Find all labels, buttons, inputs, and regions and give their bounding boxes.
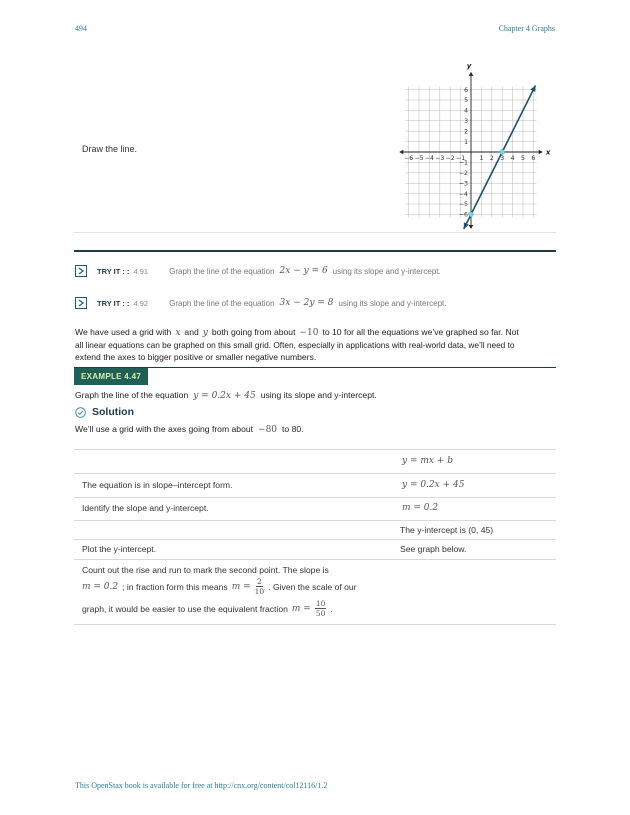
plotted-point <box>500 150 505 155</box>
page-number: 494 <box>75 24 87 33</box>
example-header <box>74 367 556 385</box>
example-prompt <box>75 389 377 402</box>
intro-value: −80 <box>258 425 278 435</box>
x-tick-label: 3 <box>500 155 505 162</box>
example-prefix: Graph the line of the equation <box>75 390 189 400</box>
x-tick-label: −2 <box>445 155 455 162</box>
x-tick-label: 2 <box>489 155 494 162</box>
table-row <box>74 521 556 539</box>
cell-step-line: Count out the rise and run to mark the second point. The slope is <box>82 565 329 575</box>
y-tick-label: −4 <box>458 190 468 198</box>
y-tick-label: 4 <box>464 107 468 115</box>
try-it-prefix: Graph the line of the equation <box>169 266 275 276</box>
example-equation: y = 0.2x + 45 <box>193 391 256 401</box>
math-m: m = <box>231 581 251 592</box>
x-tick-label: 6 <box>531 155 536 162</box>
try-it-suffix: using its slope and y-intercept. <box>338 298 447 308</box>
x-tick-label: 1 <box>479 155 484 162</box>
divider <box>74 232 556 233</box>
cell-step-line <box>82 577 357 596</box>
x-axis-label: x <box>545 148 551 157</box>
cell-general-form: y = mx + b <box>402 456 453 466</box>
try-it-4-92 <box>75 296 557 310</box>
y-tick-label: 5 <box>464 97 468 105</box>
solution-table <box>74 449 556 625</box>
example-badge: EXAMPLE 4.47 <box>74 368 148 385</box>
section-divider <box>74 250 556 252</box>
coordinate-graph <box>395 61 551 228</box>
cell-text: . <box>330 603 333 614</box>
x-tick-label: 5 <box>521 155 525 162</box>
cell-text: . Given the scale of our <box>268 581 357 592</box>
x-tick-label: −3 <box>435 155 445 162</box>
x-tick-label: −6 <box>404 155 414 162</box>
paragraph-text: and <box>184 327 199 337</box>
cell-slope: m = 0.2 <box>402 503 439 513</box>
try-it-number: 4.91 <box>133 266 149 276</box>
try-it-number: 4.92 <box>133 298 149 308</box>
graph-axes <box>399 72 543 229</box>
cell-result: See graph below. <box>400 544 467 554</box>
plotted-point <box>469 212 474 217</box>
cell-step: The equation is in slope–intercept form. <box>82 480 233 490</box>
try-it-4-91 <box>75 264 557 278</box>
y-tick-label: 3 <box>464 118 468 125</box>
x-tick-label: −4 <box>424 155 434 162</box>
chapter-title: Chapter 4 Graphs <box>498 24 555 33</box>
math-m: m = <box>291 603 311 614</box>
y-tick-label: −1 <box>458 159 468 167</box>
math-minus-ten: −10 <box>299 328 319 338</box>
chevron-right-icon <box>78 267 84 275</box>
axes-paragraph <box>75 326 557 363</box>
y-tick-label: −6 <box>458 211 468 219</box>
y-tick-label: −5 <box>458 201 468 209</box>
paragraph-text: We have used a grid with <box>75 327 172 337</box>
fraction-2-10: $\frac{2}{10}$ <box>254 577 265 596</box>
cell-equation: y = 0.2x + 45 <box>402 480 465 490</box>
y-tick-label: −3 <box>458 180 468 188</box>
paragraph-text: to 10 for all the equations we’ve graphed so far. Not <box>322 327 519 337</box>
y-tick-label: 2 <box>464 128 468 136</box>
solution-heading <box>75 406 134 418</box>
try-it-suffix: using its slope and y-intercept. <box>332 266 441 276</box>
paragraph-line: all linear equations can be graphed on this small grid. Often, especially in applications with real-world data, we’ll need to <box>75 340 515 350</box>
cell-step: Plot the y-intercept. <box>82 544 157 554</box>
check-circle-icon <box>75 407 86 418</box>
footer-notice: This OpenStax book is available for free at http://cnx.org/content/col12116/1.2 <box>75 781 328 790</box>
y-tick-label: −2 <box>458 170 468 177</box>
math-slope: m = 0.2 <box>82 581 119 592</box>
example-suffix: using its slope and y-intercept. <box>260 390 377 400</box>
fraction-10-50: $\frac{10}{50}$ <box>315 599 326 618</box>
solution-label: Solution <box>92 406 134 418</box>
table-row <box>74 474 556 497</box>
table-row <box>74 540 556 559</box>
x-tick-label: 4 <box>510 155 515 162</box>
y-tick-label: 6 <box>464 86 468 94</box>
cell-step-line <box>82 599 333 618</box>
cell-step: Identify the slope and y-intercept. <box>82 503 209 513</box>
x-tick-label: −5 <box>414 155 424 162</box>
draw-line-instruction: Draw the line. <box>82 144 138 154</box>
try-it-expand-button[interactable] <box>75 297 87 309</box>
x-axis-arrow-left <box>399 150 403 155</box>
x-axis-arrow-right <box>539 150 543 155</box>
table-rule <box>74 624 556 625</box>
try-it-equation: 2x − y = 6 <box>279 266 328 276</box>
graph-tick-labels <box>404 62 551 219</box>
chevron-right-icon <box>78 299 84 307</box>
cell-intercept: The y-intercept is (0, 45) <box>400 525 494 535</box>
y-axis-label: y <box>466 61 472 70</box>
solution-intro <box>75 423 304 436</box>
paragraph-line: extend the axes to bigger positive or smaller negative numbers. <box>75 352 317 362</box>
try-it-label: TRY IT : : <box>97 298 130 308</box>
x-tick-label: −1 <box>456 155 466 162</box>
math-x: x <box>175 328 181 338</box>
table-row <box>74 560 556 624</box>
table-row <box>74 450 556 473</box>
cell-text: ; in fraction form this means <box>122 581 228 592</box>
try-it-prefix: Graph the line of the equation <box>169 298 275 308</box>
paragraph-text: both going from about <box>211 327 296 337</box>
math-y: y <box>202 328 208 338</box>
try-it-expand-button[interactable] <box>75 265 87 277</box>
y-tick-label: 1 <box>464 138 468 146</box>
cell-text: graph, it would be easier to use the equivalent fraction <box>82 603 288 614</box>
try-it-equation: 3x − 2y = 8 <box>279 298 334 308</box>
y-axis-arrow-down <box>469 225 474 229</box>
y-axis-arrow-up <box>469 72 474 76</box>
intro-suffix: to 80. <box>282 424 304 434</box>
table-row <box>74 498 556 520</box>
try-it-label: TRY IT : : <box>97 266 130 276</box>
intro-prefix: We’ll use a grid with the axes going from about <box>75 424 254 434</box>
